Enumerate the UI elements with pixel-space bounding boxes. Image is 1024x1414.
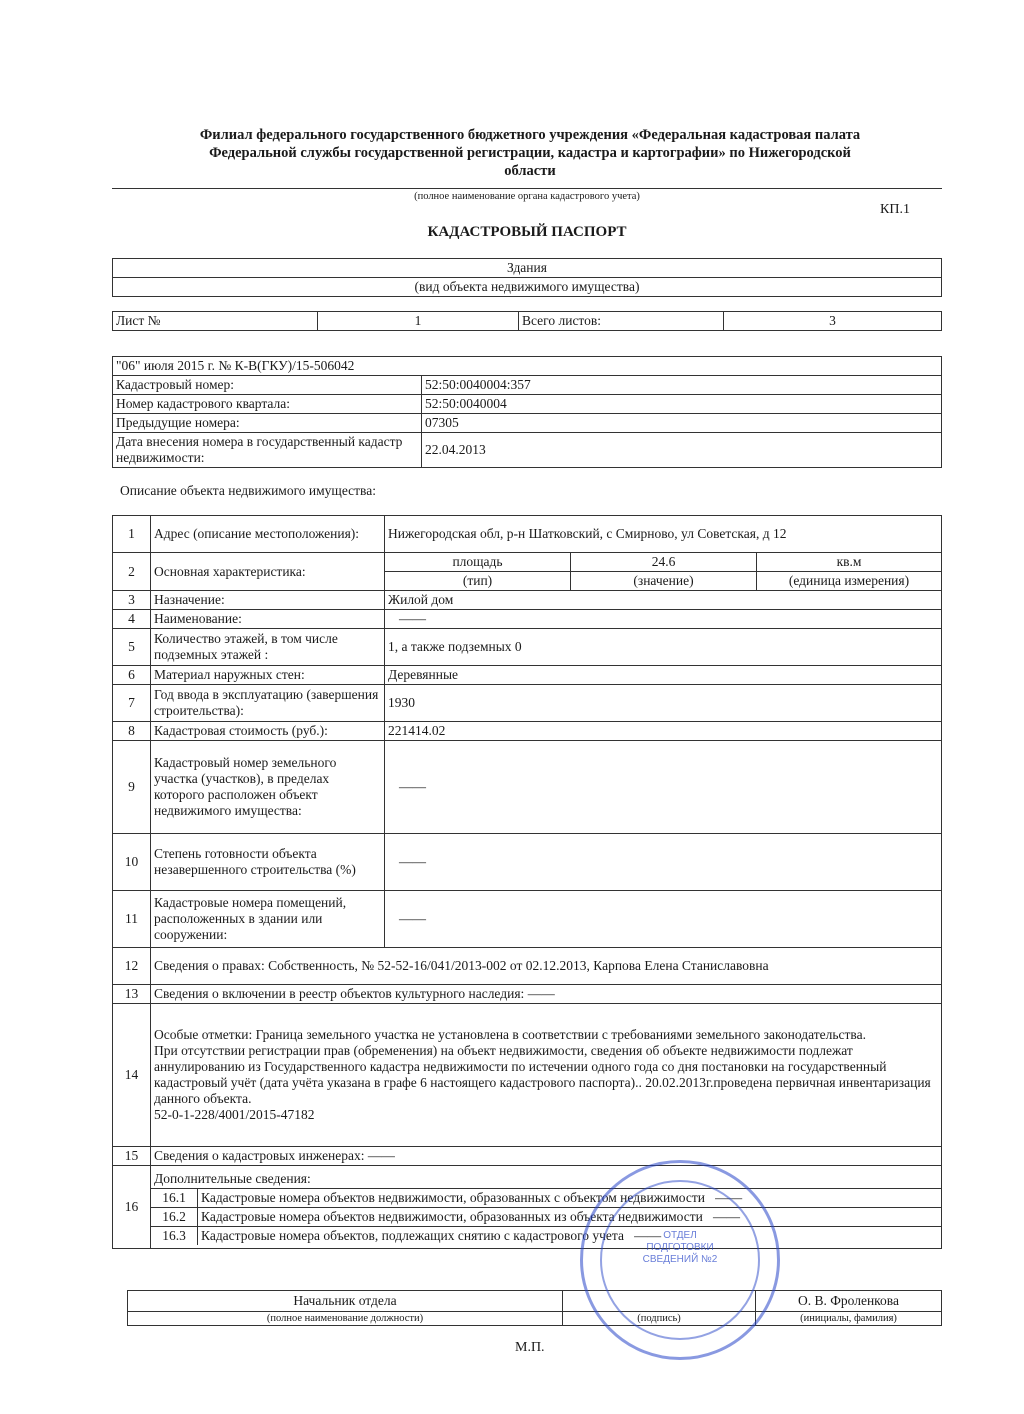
row-label: Материал наружных стен: bbox=[151, 666, 385, 685]
table-row bbox=[113, 948, 942, 985]
table-row bbox=[113, 722, 942, 741]
sub-text-label: Кадастровые номера объектов недвижимости, образованных из объекта недвижимости bbox=[201, 1208, 703, 1224]
table-row bbox=[113, 1166, 942, 1249]
org-line-3: области bbox=[504, 163, 556, 179]
org-line-1: Филиал федерального государственного бюджетного учреждения «Федеральная кадастровая палата bbox=[199, 127, 861, 143]
previous-numbers: 07305 bbox=[422, 414, 942, 433]
object-type-caption: (вид объекта недвижимого имущества) bbox=[113, 278, 942, 297]
caption-type: (тип) bbox=[385, 572, 571, 591]
organization-header bbox=[120, 126, 940, 180]
table-row bbox=[113, 985, 942, 1004]
characteristic-unit: кв.м bbox=[757, 553, 942, 572]
cadastral-value: 221414.02 bbox=[385, 722, 942, 741]
object-type-table bbox=[112, 258, 942, 297]
row-number: 5 bbox=[113, 629, 151, 666]
special-notes-p1: Особые отметки: Граница земельного участка не установлена в соответствии с требованиями земельного законодательства. bbox=[154, 1027, 866, 1042]
registration-date: 22.04.2013 bbox=[422, 433, 942, 468]
row-number: 4 bbox=[113, 610, 151, 629]
caption-unit: (единица измерения) bbox=[757, 572, 942, 591]
table-row bbox=[151, 1207, 941, 1226]
additional-subtable bbox=[151, 1189, 941, 1245]
description-table bbox=[112, 515, 942, 1249]
special-notes bbox=[151, 1004, 942, 1147]
info-label: Предыдущие номера: bbox=[113, 414, 422, 433]
info-label: Номер кадастрового квартала: bbox=[113, 395, 422, 414]
sub-number: 16.1 bbox=[151, 1189, 198, 1208]
object-type-value: Здания bbox=[113, 259, 942, 278]
floors-value: 1, а также подземных 0 bbox=[385, 629, 942, 666]
readiness-value: —— bbox=[385, 834, 942, 891]
additional-info bbox=[151, 1166, 942, 1249]
cadastral-quarter: 52:50:0040004 bbox=[422, 395, 942, 414]
name-value: —— bbox=[385, 610, 942, 629]
special-notes-p2: При отсутствии регистрации прав (обременения) на объект недвижимости, сведения об объекте недвижимости подлежат аннулированию из Государственного кадастра недвижимости по истечении одного года со дня постановки на государственный кадастровый учёт (дата учёта указана в графе 6 настоящего кадастрового паспорта).. 20.02.2013г.проведена первичная инвентаризация данного объекта. bbox=[154, 1043, 931, 1106]
registration-info-table bbox=[112, 356, 942, 468]
row-number: 1 bbox=[113, 516, 151, 553]
rights-info: Сведения о правах: Собственность, № 52-52-16/041/2013-002 от 02.12.2013, Карпова Елена Станиславовна bbox=[151, 948, 942, 985]
row-number: 10 bbox=[113, 834, 151, 891]
row-label: Кадастровая стоимость (руб.): bbox=[151, 722, 385, 741]
table-row bbox=[113, 685, 942, 722]
sub-dash: —— bbox=[634, 1227, 662, 1243]
row-label: Наименование: bbox=[151, 610, 385, 629]
stamp-line-1: ОТДЕЛ bbox=[663, 1230, 697, 1241]
row-number: 16 bbox=[113, 1166, 151, 1249]
table-row bbox=[113, 1004, 942, 1147]
sub-dash: —— bbox=[712, 1208, 740, 1224]
sheet-table bbox=[112, 311, 942, 331]
sheet-total-label: Всего листов: bbox=[519, 312, 724, 331]
characteristic-value: 24.6 bbox=[571, 553, 757, 572]
sheet-number: 1 bbox=[318, 312, 519, 331]
table-row bbox=[113, 629, 942, 666]
sub-text-label: Кадастровые номера объектов, подлежащих снятию с кадастрового учета bbox=[201, 1227, 624, 1243]
sign-caption: (подпись) bbox=[563, 1312, 756, 1326]
row-label: Год ввода в эксплуатацию (завершения строительства): bbox=[151, 685, 385, 722]
table-row bbox=[113, 553, 942, 572]
sub-text-label: Кадастровые номера объектов недвижимости, образованных с объектом недвижимости bbox=[201, 1189, 705, 1205]
row-number: 3 bbox=[113, 591, 151, 610]
row-number: 13 bbox=[113, 985, 151, 1004]
caption-value: (значение) bbox=[571, 572, 757, 591]
sheet-label: Лист № bbox=[113, 312, 318, 331]
table-row bbox=[113, 610, 942, 629]
table-row bbox=[151, 1226, 941, 1245]
table-row bbox=[151, 1189, 941, 1208]
org-caption: (полное наименование органа кадастрового учета) bbox=[414, 191, 640, 202]
position-value: Начальник отдела bbox=[128, 1291, 563, 1312]
sub-text bbox=[198, 1226, 942, 1245]
heritage-dash: —— bbox=[527, 986, 555, 1001]
heritage-text: Сведения о включении в реестр объектов культурного наследия: bbox=[154, 986, 525, 1001]
table-row bbox=[113, 741, 942, 834]
table-row bbox=[113, 591, 942, 610]
purpose-value: Жилой дом bbox=[385, 591, 942, 610]
form-code: КП.1 bbox=[880, 202, 910, 217]
heritage-info bbox=[151, 985, 942, 1004]
info-label: Кадастровый номер: bbox=[113, 376, 422, 395]
description-title: Описание объекта недвижимого имущества: bbox=[120, 483, 376, 498]
sub-number: 16.3 bbox=[151, 1226, 198, 1245]
sub-text bbox=[198, 1207, 942, 1226]
additional-info-title: Дополнительные сведения: bbox=[151, 1170, 941, 1189]
row-number: 15 bbox=[113, 1147, 151, 1166]
stamp-text bbox=[620, 1227, 740, 1266]
stamp-line-3: СВЕДЕНИЙ №2 bbox=[642, 1254, 718, 1265]
row-label: Адрес (описание местоположения): bbox=[151, 516, 385, 553]
name-value: О. В. Фроленкова bbox=[756, 1291, 942, 1312]
address-value: Нижегородская обл, р-н Шатковский, с Смирново, ул Советская, д 12 bbox=[385, 516, 942, 553]
cadastral-number: 52:50:0040004:357 bbox=[422, 376, 942, 395]
land-plot-value: —— bbox=[385, 741, 942, 834]
characteristic-type: площадь bbox=[385, 553, 571, 572]
info-label: Дата внесения номера в государственный кадастр недвижимости: bbox=[113, 433, 422, 468]
row-label: Кадастровые номера помещений, расположенных в здании или сооружении: bbox=[151, 891, 385, 948]
document-title: КАДАСТРОВЫЙ ПАСПОРТ bbox=[427, 224, 627, 240]
row-number: 2 bbox=[113, 553, 151, 591]
engineers-info bbox=[151, 1147, 942, 1166]
org-line-2: Федеральной службы государственной регистрации, кадастра и картографии» по Нижегородской bbox=[209, 145, 851, 161]
table-row bbox=[113, 516, 942, 553]
sub-dash: —— bbox=[715, 1189, 743, 1205]
engineers-text: Сведения о кадастровых инженерах: bbox=[154, 1148, 365, 1163]
position-caption: (полное наименование должности) bbox=[128, 1312, 563, 1326]
table-row bbox=[113, 1147, 942, 1166]
signature-table bbox=[127, 1290, 942, 1326]
sheet-total: 3 bbox=[724, 312, 942, 331]
table-row bbox=[113, 891, 942, 948]
wall-material-value: Деревянные bbox=[385, 666, 942, 685]
row-number: 6 bbox=[113, 666, 151, 685]
org-underline bbox=[112, 188, 942, 189]
row-number: 11 bbox=[113, 891, 151, 948]
row-number: 8 bbox=[113, 722, 151, 741]
engineers-dash: —— bbox=[367, 1148, 395, 1163]
row-label: Основная характеристика: bbox=[151, 553, 385, 591]
row-label: Кадастровый номер земельного участка (участков), в пределах которого расположен объект недвижимого имущества: bbox=[151, 741, 385, 834]
premises-value: —— bbox=[385, 891, 942, 948]
special-notes-p3: 52-0-1-228/4001/2015-47182 bbox=[154, 1107, 315, 1122]
stamp-line-2: ПОДГОТОВКИ bbox=[646, 1242, 714, 1253]
row-label: Степень готовности объекта незавершенного строительства (%) bbox=[151, 834, 385, 891]
table-row bbox=[113, 666, 942, 685]
sub-number: 16.2 bbox=[151, 1207, 198, 1226]
seal-place: М.П. bbox=[515, 1340, 545, 1355]
row-number: 12 bbox=[113, 948, 151, 985]
row-number: 14 bbox=[113, 1004, 151, 1147]
extract-header: "06" июля 2015 г. № К-В(ГКУ)/15-506042 bbox=[113, 357, 942, 376]
row-number: 7 bbox=[113, 685, 151, 722]
sub-text bbox=[198, 1189, 942, 1208]
table-row bbox=[113, 834, 942, 891]
row-label: Количество этажей, в том числе подземных этажей : bbox=[151, 629, 385, 666]
row-number: 9 bbox=[113, 741, 151, 834]
name-caption: (инициалы, фамилия) bbox=[756, 1312, 942, 1326]
year-value: 1930 bbox=[385, 685, 942, 722]
row-label: Назначение: bbox=[151, 591, 385, 610]
